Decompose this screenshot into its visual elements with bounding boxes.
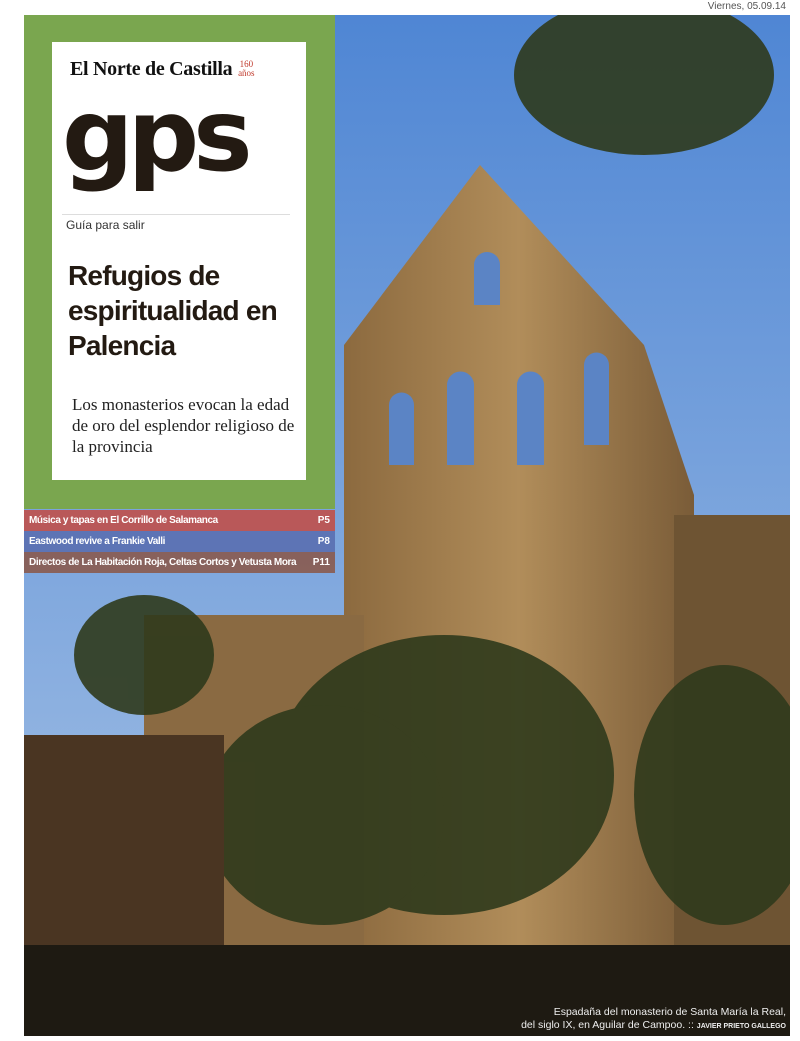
teaser-3[interactable]: Directos de La Habitación Roja, Celtas Cortos y Vetusta Mora P11 <box>24 552 335 573</box>
divider <box>62 214 290 215</box>
cover-headline: Refugios de espiritualidad en Palencia <box>68 260 277 361</box>
masthead-box <box>52 42 306 480</box>
gps-logo: gps <box>62 77 247 194</box>
issue-date: Viernes, 05.09.14 <box>707 1 786 12</box>
magazine-cover <box>24 15 790 1036</box>
teaser-2[interactable]: Eastwood revive a Frankie Valli P8 <box>24 531 335 552</box>
photo-credit: JAVIER PRIETO GALLEGO <box>696 1023 786 1030</box>
teaser-1[interactable]: Música y tapas en El Corrillo de Salamanca P5 <box>24 510 335 531</box>
cover-deck: Los monasterios evocan la edad de oro del esplendor religioso de la provincia <box>72 395 295 456</box>
anniversary-mark: 160 años <box>238 59 255 78</box>
newspaper-logo: El Norte de Castilla 160 años <box>70 54 257 84</box>
tagline: Guía para salir <box>66 218 145 232</box>
title-panel <box>24 15 335 509</box>
photo-caption: Espadaña del monasterio de Santa María la Real, del siglo IX, en Aguilar de Campoo. :: JAVIER PRIETO GALLEGO <box>521 1006 786 1031</box>
